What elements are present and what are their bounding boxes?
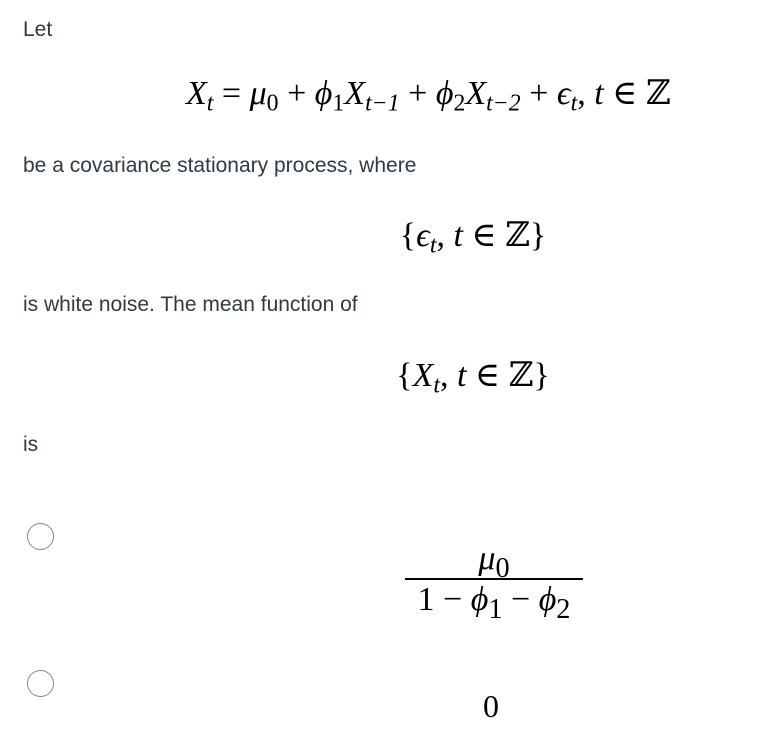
- option-2-value: 0: [483, 688, 499, 724]
- process-set: {$X_t$, t ∈ ℤ}: [396, 355, 550, 399]
- option-1-radio[interactable]: [27, 523, 54, 550]
- fraction-denominator: $1 - \phi_1 - \phi_2$: [417, 581, 571, 625]
- intro-text: Let: [23, 18, 53, 41]
- is-text: is: [23, 433, 39, 456]
- model-equation: $X_t = \mu_0 + \phi_1X_{t-1} + \phi_2X_{t-2} + \epsilon_t$, t ∈ ℤ: [186, 73, 671, 117]
- noise-set: {$\epsilon_t$, t ∈ ℤ}: [399, 215, 547, 259]
- fraction-numerator: $\mu_0$: [478, 540, 510, 584]
- option-2-radio[interactable]: [27, 670, 54, 697]
- white-noise-text: is white noise. The mean function of: [23, 293, 358, 316]
- stationary-text: be a covariance stationary process, where: [23, 154, 417, 177]
- option-1-fraction: [404, 540, 584, 625]
